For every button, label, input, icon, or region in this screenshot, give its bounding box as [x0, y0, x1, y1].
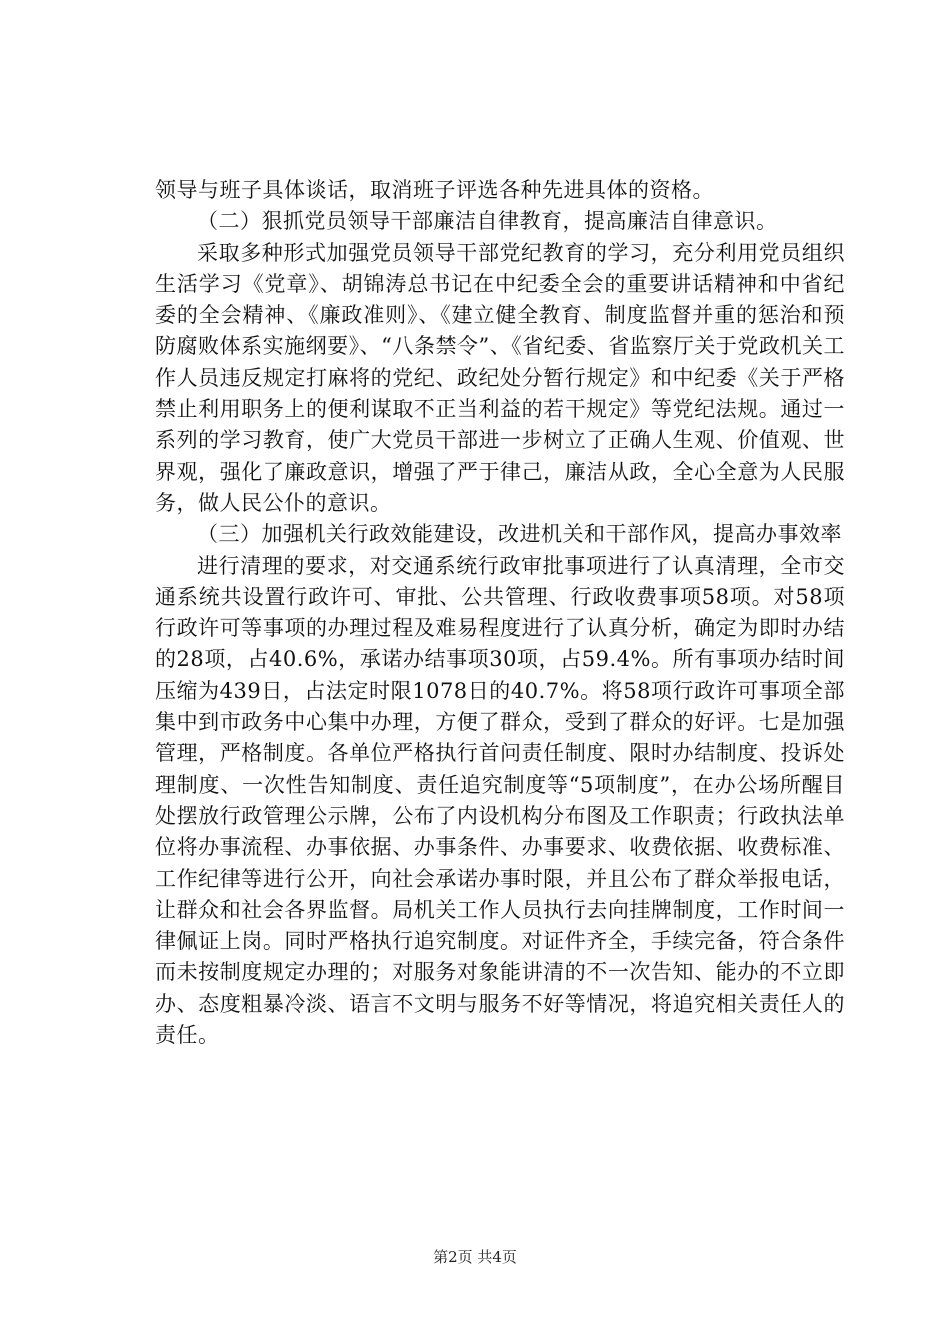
document-body [155, 175, 845, 1051]
section-heading-2: （二）狠抓党员领导干部廉洁自律教育，提高廉洁自律意识。 [197, 209, 778, 234]
paragraph-education: 采取多种形式加强党员领导干部党纪教育的学习，充分利用党员组织生活学习《党章》、胡锦涛总书记在中纪委全会的重要讲话精神和中省纪委的全会精神、《廉政准则》、《建立健全教育、制度监督并重的惩治和预防腐败体系实施纲要》、“八条禁令”、《省纪委、省监察厅关于党政机关工作人员违反规定打麻将的党纪、政纪处分暂行规定》和中纪委《关于严格禁止利用职务上的便利谋取不正当利益的若干规定》等党纪法规。通过一系列的学习教育，使广大党员干部进一步树立了正确人生观、价值观、世界观，强化了廉政意识，增强了严于律己，廉洁从政，全心全意为人民服务，做人民公仆的意识。 [155, 240, 845, 515]
section-heading-3: （三）加强机关行政效能建设，改进机关和干部作风，提高办事效率 [197, 522, 842, 547]
paragraph-continuation: 领导与班子具体谈话，取消班子评选各种先进具体的资格。 [155, 178, 714, 202]
paragraph-efficiency: 进行清理的要求，对交通系统行政审批事项进行了认真清理，全市交通系统共设置行政许可、审批、公共管理、行政收费事项58项。对58项行政许可等事项的办理过程及难易程度进行了认真分析，确定为即时办结的28项，占40.6%，承诺办结事项30项，占59.4%。所有事项办结时间压缩为439日，占法定时限1078日的40.7%。将58项行政许可事项全部集中到市政务中心集中办理，方便了群众，受到了群众的好评。七是加强管理，严格制度。各单位严格执行首问责任制度、限时办结制度、投诉处理制度、一次性告知制度、责任追究制度等“5项制度”，在办公场所醒目处摆放行政管理公示牌，公布了内设机构分布图及工作职责；行政执法单位将办事流程、办事依据、办事条件、办事要求、收费依据、收费标准、工作纪律等进行公开，向社会承诺办事时限，并且公布了群众举报电话，让群众和社会各界监督。局机关工作人员执行去向挂牌制度，工作时间一律佩证上岗。同时严格执行追究制度。对证件齐全，手续完备，符合条件而未按制度规定办理的；对服务对象能讲清的不一次告知、能办的不立即办、态度粗暴冷淡、语言不文明与服务不好等情况，将追究相关责任人的责任。 [155, 553, 845, 1048]
page-number-footer: 第2页 共4页 [433, 1248, 517, 1266]
